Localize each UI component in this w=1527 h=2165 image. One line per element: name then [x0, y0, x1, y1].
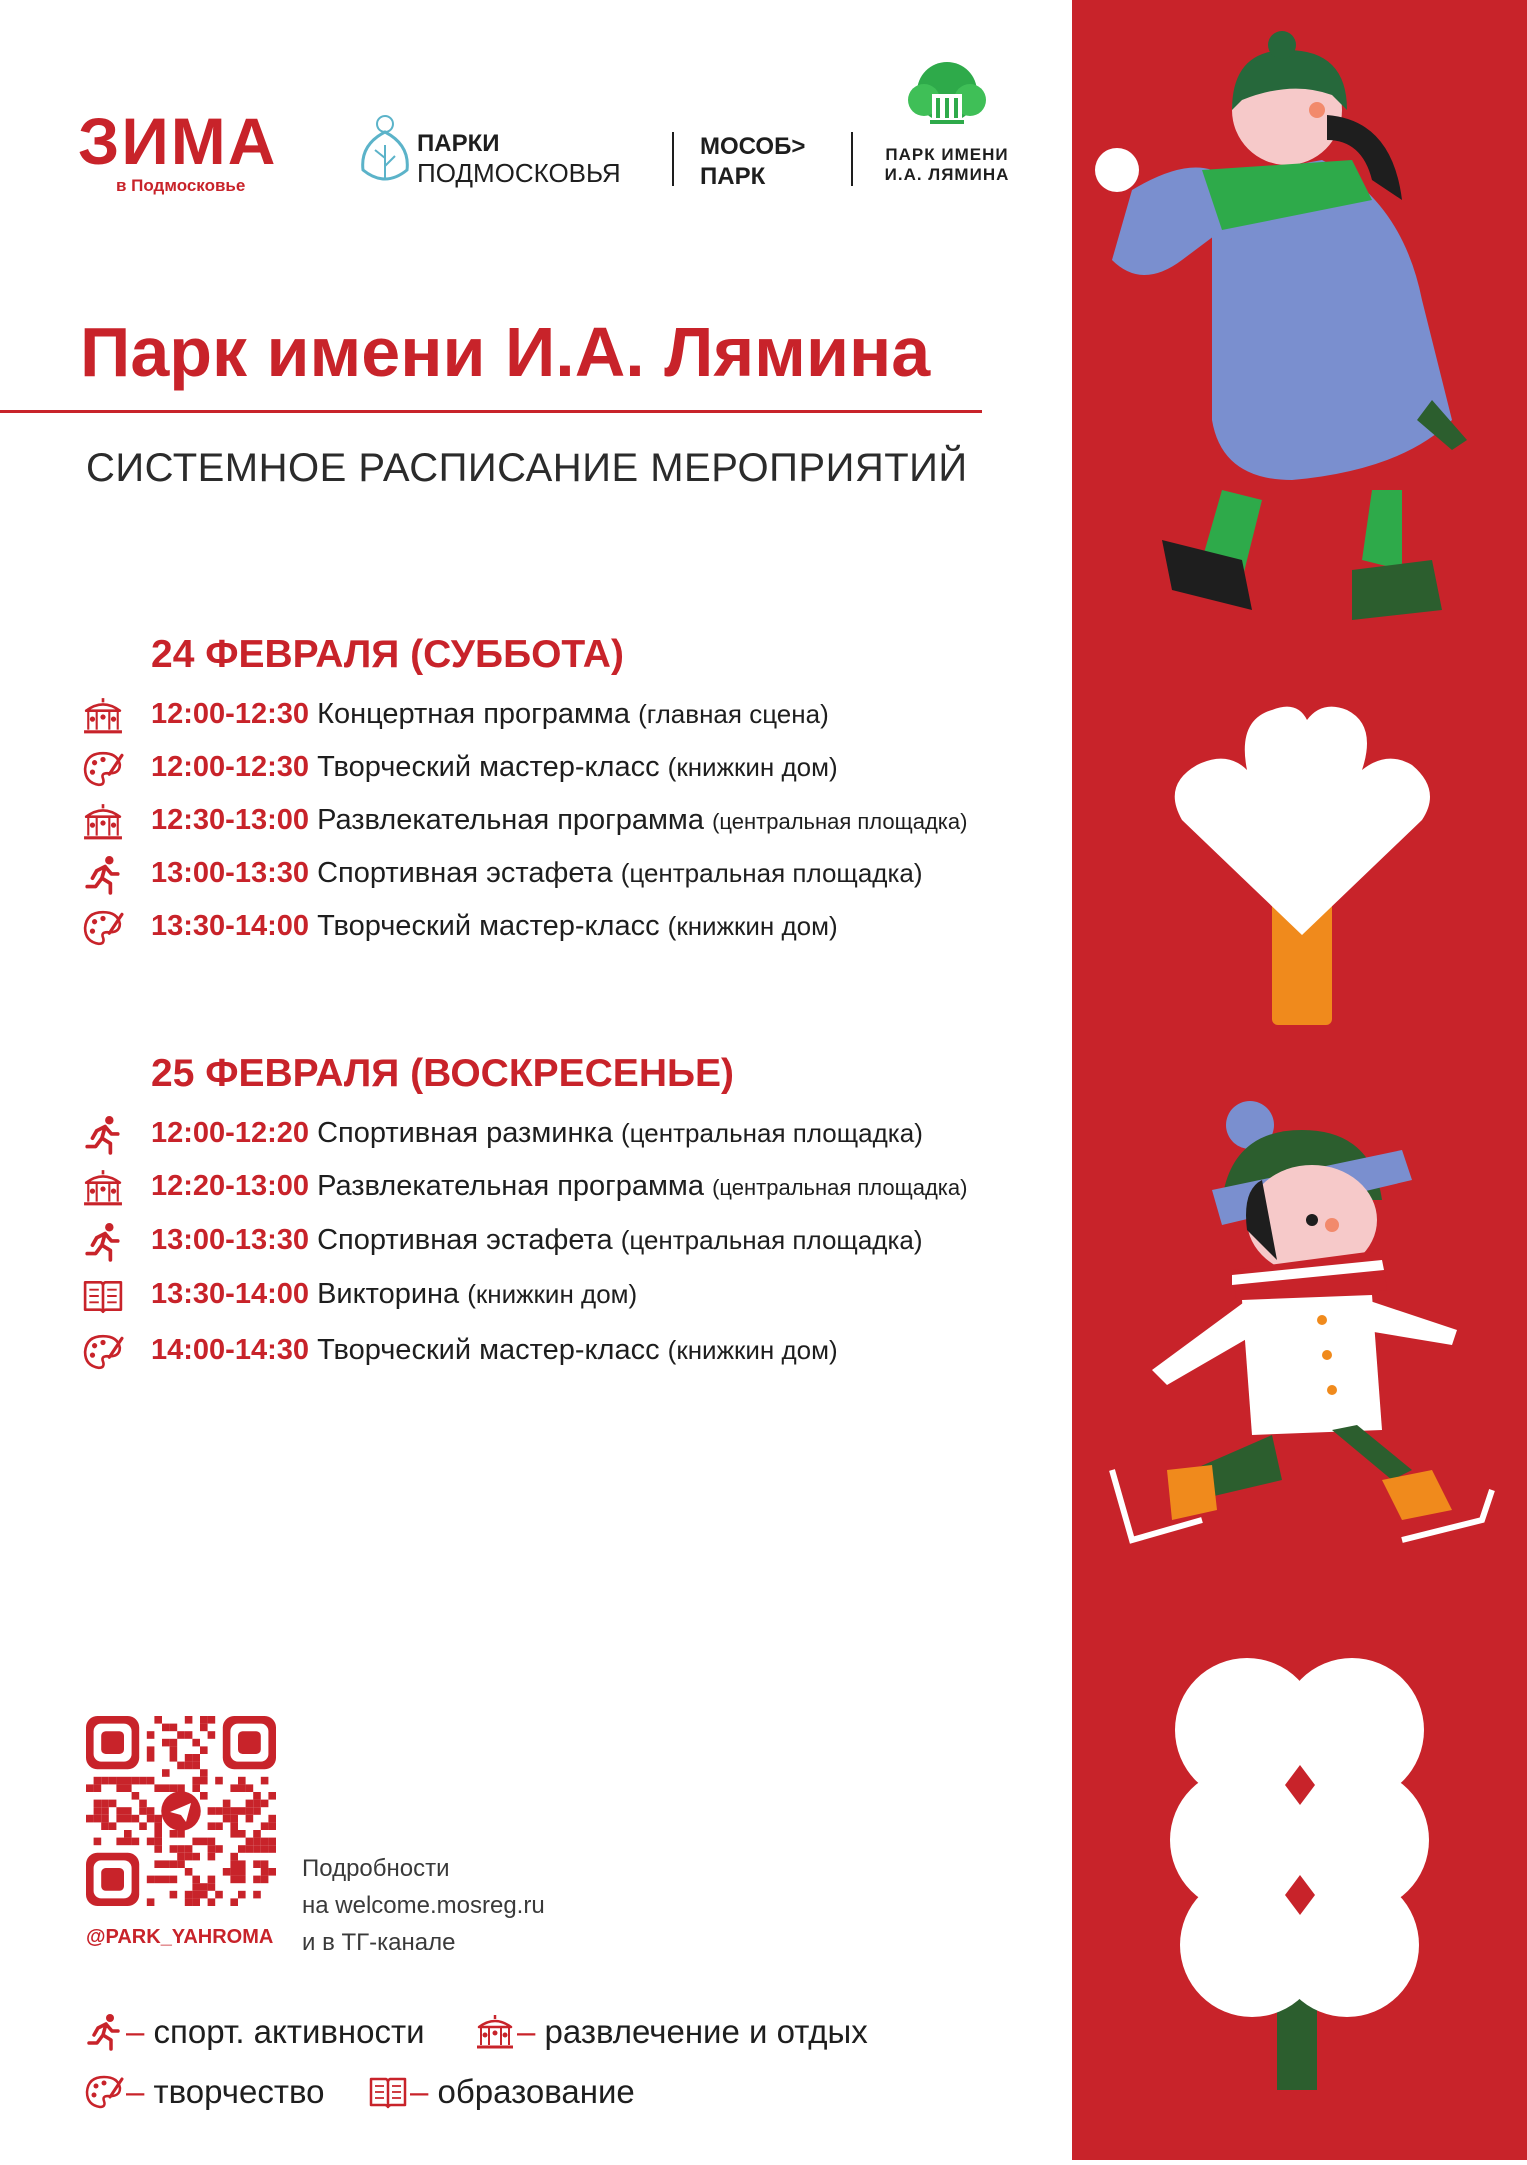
snowy-tree-illustration	[1170, 1658, 1429, 2090]
schedule-row	[80, 747, 1070, 793]
event-time: 13:00-13:30	[151, 1224, 309, 1256]
event-place: (центральная площадка)	[712, 809, 968, 834]
event-time: 13:00-13:30	[151, 857, 309, 889]
mosobpark-logo	[700, 132, 805, 192]
schedule-row	[80, 1274, 1070, 1320]
palette-icon	[84, 2073, 124, 2111]
event-name: Развлекательная программа	[317, 804, 705, 836]
lyamin-park-logo	[882, 60, 1012, 185]
event-place: (центральная площадка)	[620, 858, 923, 888]
event-name: Развлекательная программа	[317, 1170, 705, 1202]
event-time: 12:00-12:20	[151, 1117, 309, 1149]
event-place: (книжкин дом)	[467, 1279, 638, 1309]
title-underline	[0, 410, 982, 413]
event-place: (центральная площадка)	[621, 1118, 923, 1148]
event-name: Спортивная эстафета	[317, 857, 613, 889]
zima-logo-subtitle: в Подмосковье	[116, 176, 246, 195]
event-time: 13:30-14:00	[151, 910, 309, 942]
event-time: 12:00-12:30	[151, 698, 309, 730]
schedule-row	[80, 853, 1070, 899]
schedule-row	[80, 800, 1070, 846]
palette-icon	[80, 749, 126, 789]
event-place: (главная сцена)	[638, 699, 829, 729]
runner-icon	[84, 2013, 124, 2051]
qr-code-image	[86, 1716, 276, 1906]
legend-label: спорт. активности	[153, 2013, 425, 2050]
parki-podmoskovya-logo	[355, 110, 621, 190]
parki-line1: ПАРКИ	[417, 130, 500, 157]
event-name: Спортивная разминка	[317, 1117, 613, 1149]
zima-logo	[78, 104, 308, 196]
parki-line2: ПОДМОСКОВЬЯ	[417, 158, 621, 188]
logo-divider	[851, 132, 853, 186]
legend-dash: –	[517, 2013, 536, 2050]
event-place: (книжкин дом)	[667, 752, 838, 782]
event-time: 12:20-13:00	[151, 1170, 309, 1202]
telegram-qr-code[interactable]	[86, 1716, 276, 1906]
leaf-icon	[355, 110, 415, 190]
carousel-icon	[80, 1168, 126, 1208]
event-place: (книжкин дом)	[667, 1335, 838, 1365]
event-name: Спортивная эстафета	[317, 1224, 613, 1256]
runner-icon	[80, 855, 126, 895]
page-subtitle: СИСТЕМНОЕ РАСПИСАНИЕ МЕРОПРИЯТИЙ	[86, 446, 968, 490]
schedule-row	[80, 694, 1070, 740]
event-time: 12:00-12:30	[151, 751, 309, 783]
legend-dash: –	[410, 2073, 429, 2110]
event-time: 13:30-14:00	[151, 1278, 309, 1310]
palette-icon	[80, 1332, 126, 1372]
winter-illustration	[1072, 0, 1527, 2160]
legend-label: образование	[437, 2073, 635, 2110]
day-heading: 25 ФЕВРАЛЯ (ВОСКРЕСЕНЬЕ)	[151, 1052, 735, 1095]
event-name: Концертная программа	[317, 698, 630, 730]
event-name: Творческий мастер-класс	[317, 1334, 660, 1366]
mosob-line2: ПАРК	[700, 163, 766, 190]
legend-label: развлечение и отдых	[544, 2013, 868, 2050]
tree-emblem-icon	[902, 60, 992, 140]
event-place: (центральная площадка)	[712, 1175, 968, 1200]
mosob-line1: МОСОБ>	[700, 133, 806, 160]
legend-label: творчество	[153, 2073, 325, 2110]
telegram-handle: @PARK_YAHROMA	[86, 1926, 274, 1948]
decorative-panel	[1072, 0, 1527, 2160]
event-time: 14:00-14:30	[151, 1334, 309, 1366]
logo-divider	[672, 132, 674, 186]
tree-illustration	[1175, 707, 1430, 1025]
schedule-row	[80, 1220, 1070, 1266]
runner-icon	[80, 1222, 126, 1262]
info-text-line: на welcome.mosreg.ru	[302, 1892, 545, 1919]
boy-skater-illustration	[1112, 1101, 1492, 1540]
book-icon	[80, 1276, 126, 1316]
carousel-icon	[80, 696, 126, 736]
legend-dash: –	[126, 2013, 145, 2050]
carousel-icon	[80, 802, 126, 842]
schedule-row	[80, 1166, 1070, 1212]
runner-icon	[80, 1115, 126, 1155]
schedule-row	[80, 1113, 1070, 1159]
lyamin-line2: И.А. ЛЯМИНА	[884, 165, 1010, 184]
event-name: Викторина	[317, 1278, 460, 1310]
schedule-row	[80, 906, 1070, 952]
zima-logo-title: ЗИМА	[78, 104, 278, 178]
legend-dash: –	[126, 2073, 145, 2110]
carousel-icon	[475, 2013, 515, 2051]
page-title: Парк имени И.А. Лямина	[80, 313, 931, 391]
event-place: (центральная площадка)	[620, 1225, 923, 1255]
schedule-row	[80, 1330, 1070, 1376]
info-text-line: Подробности	[302, 1855, 450, 1882]
event-time: 12:30-13:00	[151, 804, 309, 836]
event-place: (книжкин дом)	[667, 911, 838, 941]
girl-with-snowball-illustration	[1095, 31, 1467, 620]
palette-icon	[80, 908, 126, 948]
event-name: Творческий мастер-класс	[317, 751, 660, 783]
book-icon	[368, 2073, 408, 2111]
lyamin-line1: ПАРК ИМЕНИ	[885, 145, 1009, 164]
day-heading: 24 ФЕВРАЛЯ (СУББОТА)	[151, 633, 624, 676]
event-name: Творческий мастер-класс	[317, 910, 660, 942]
info-text-line: и в ТГ-канале	[302, 1929, 456, 1956]
